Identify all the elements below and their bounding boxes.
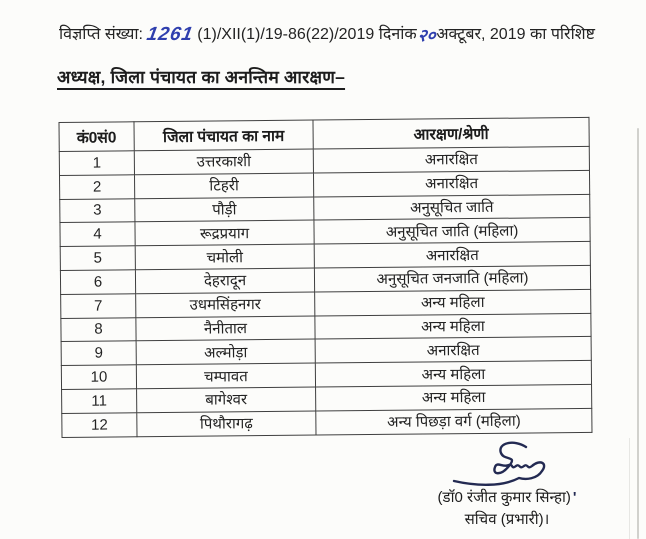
district-cell: उत्तरकाशी [134,149,313,175]
handwritten-date: २० [416,26,437,45]
reservation-table [58,117,592,438]
district-cell: पौड़ी [135,197,314,223]
reservation-cell: अनारक्षित [314,242,590,268]
district-cell: देहरादून [135,268,314,294]
reservation-cell: अन्य महिला [316,384,592,410]
column-header-reservation: आरक्षण/श्रेणी [313,117,589,149]
pen-tick-mark: ' [572,489,577,506]
column-header-serial: कं0सं0 [59,122,134,152]
serial-cell: 3 [60,198,135,223]
district-cell: नैनीताल [136,316,315,342]
signature-block [388,487,626,530]
reservation-cell: अन्य महिला [315,361,591,387]
table-row [62,408,592,437]
serial-cell: 2 [59,175,134,200]
reservation-cell: अन्य पिछड़ा वर्ग (महिला) [316,408,592,434]
notification-line [59,23,632,46]
reservation-cell: अन्य महिला [315,313,591,339]
column-header-district: जिला पंचायत का नाम [134,120,313,151]
signatory-name-line [388,487,626,509]
page-edge-shadow-secondary [629,438,630,539]
district-cell: पिथौरागढ़ [137,411,316,437]
serial-cell: 7 [61,294,136,319]
notification-reference: (1)/XII(1)/19-86(22)/2019 दिनांक [197,26,417,43]
serial-cell: 10 [61,365,136,390]
district-cell: उधमसिंहनगर [136,292,315,318]
reservation-cell: अन्य महिला [315,289,591,315]
district-cell: अल्मोड़ा [136,339,315,365]
reservation-cell: अनारक्षित [313,170,589,196]
serial-cell: 1 [59,151,134,176]
reservation-cell: अनुसूचित जनजाति (महिला) [314,265,590,291]
serial-cell: 9 [61,341,136,366]
document-subtitle: अध्यक्ष, जिला पंचायत का अनन्तिम आरक्षण– [57,67,346,87]
reservation-cell: अनुसूचित जाति (महिला) [314,218,590,244]
reservation-cell: अनारक्षित [313,146,589,172]
serial-cell: 6 [60,270,135,295]
serial-cell: 8 [61,317,136,342]
notification-prefix: विज्ञप्ति संख्या: [59,26,143,43]
notification-suffix: अक्टूबर, 2019 का परिशिष्ट [436,26,595,43]
signatory-name: (डॉ0 रंजीत कुमार सिन्हा) [437,489,571,506]
serial-cell: 5 [60,246,135,271]
district-cell: रूद्रप्रयाग [135,220,314,246]
serial-cell: 11 [62,389,137,414]
district-cell: टिहरी [134,173,313,199]
page-edge-shadow [637,128,639,539]
district-cell: चमोली [135,244,314,270]
district-cell: बागेश्वर [137,387,316,413]
reservation-cell: अनुसूचित जाति [314,194,590,220]
serial-cell: 4 [60,222,135,247]
reservation-cell: अनारक्षित [315,337,591,363]
serial-cell: 12 [62,413,137,438]
district-cell: चम्पावत [136,363,315,389]
table-body [59,146,592,437]
signatory-designation: सचिव (प्रभारी)। [464,510,550,528]
handwritten-number: 1261 [145,24,196,45]
